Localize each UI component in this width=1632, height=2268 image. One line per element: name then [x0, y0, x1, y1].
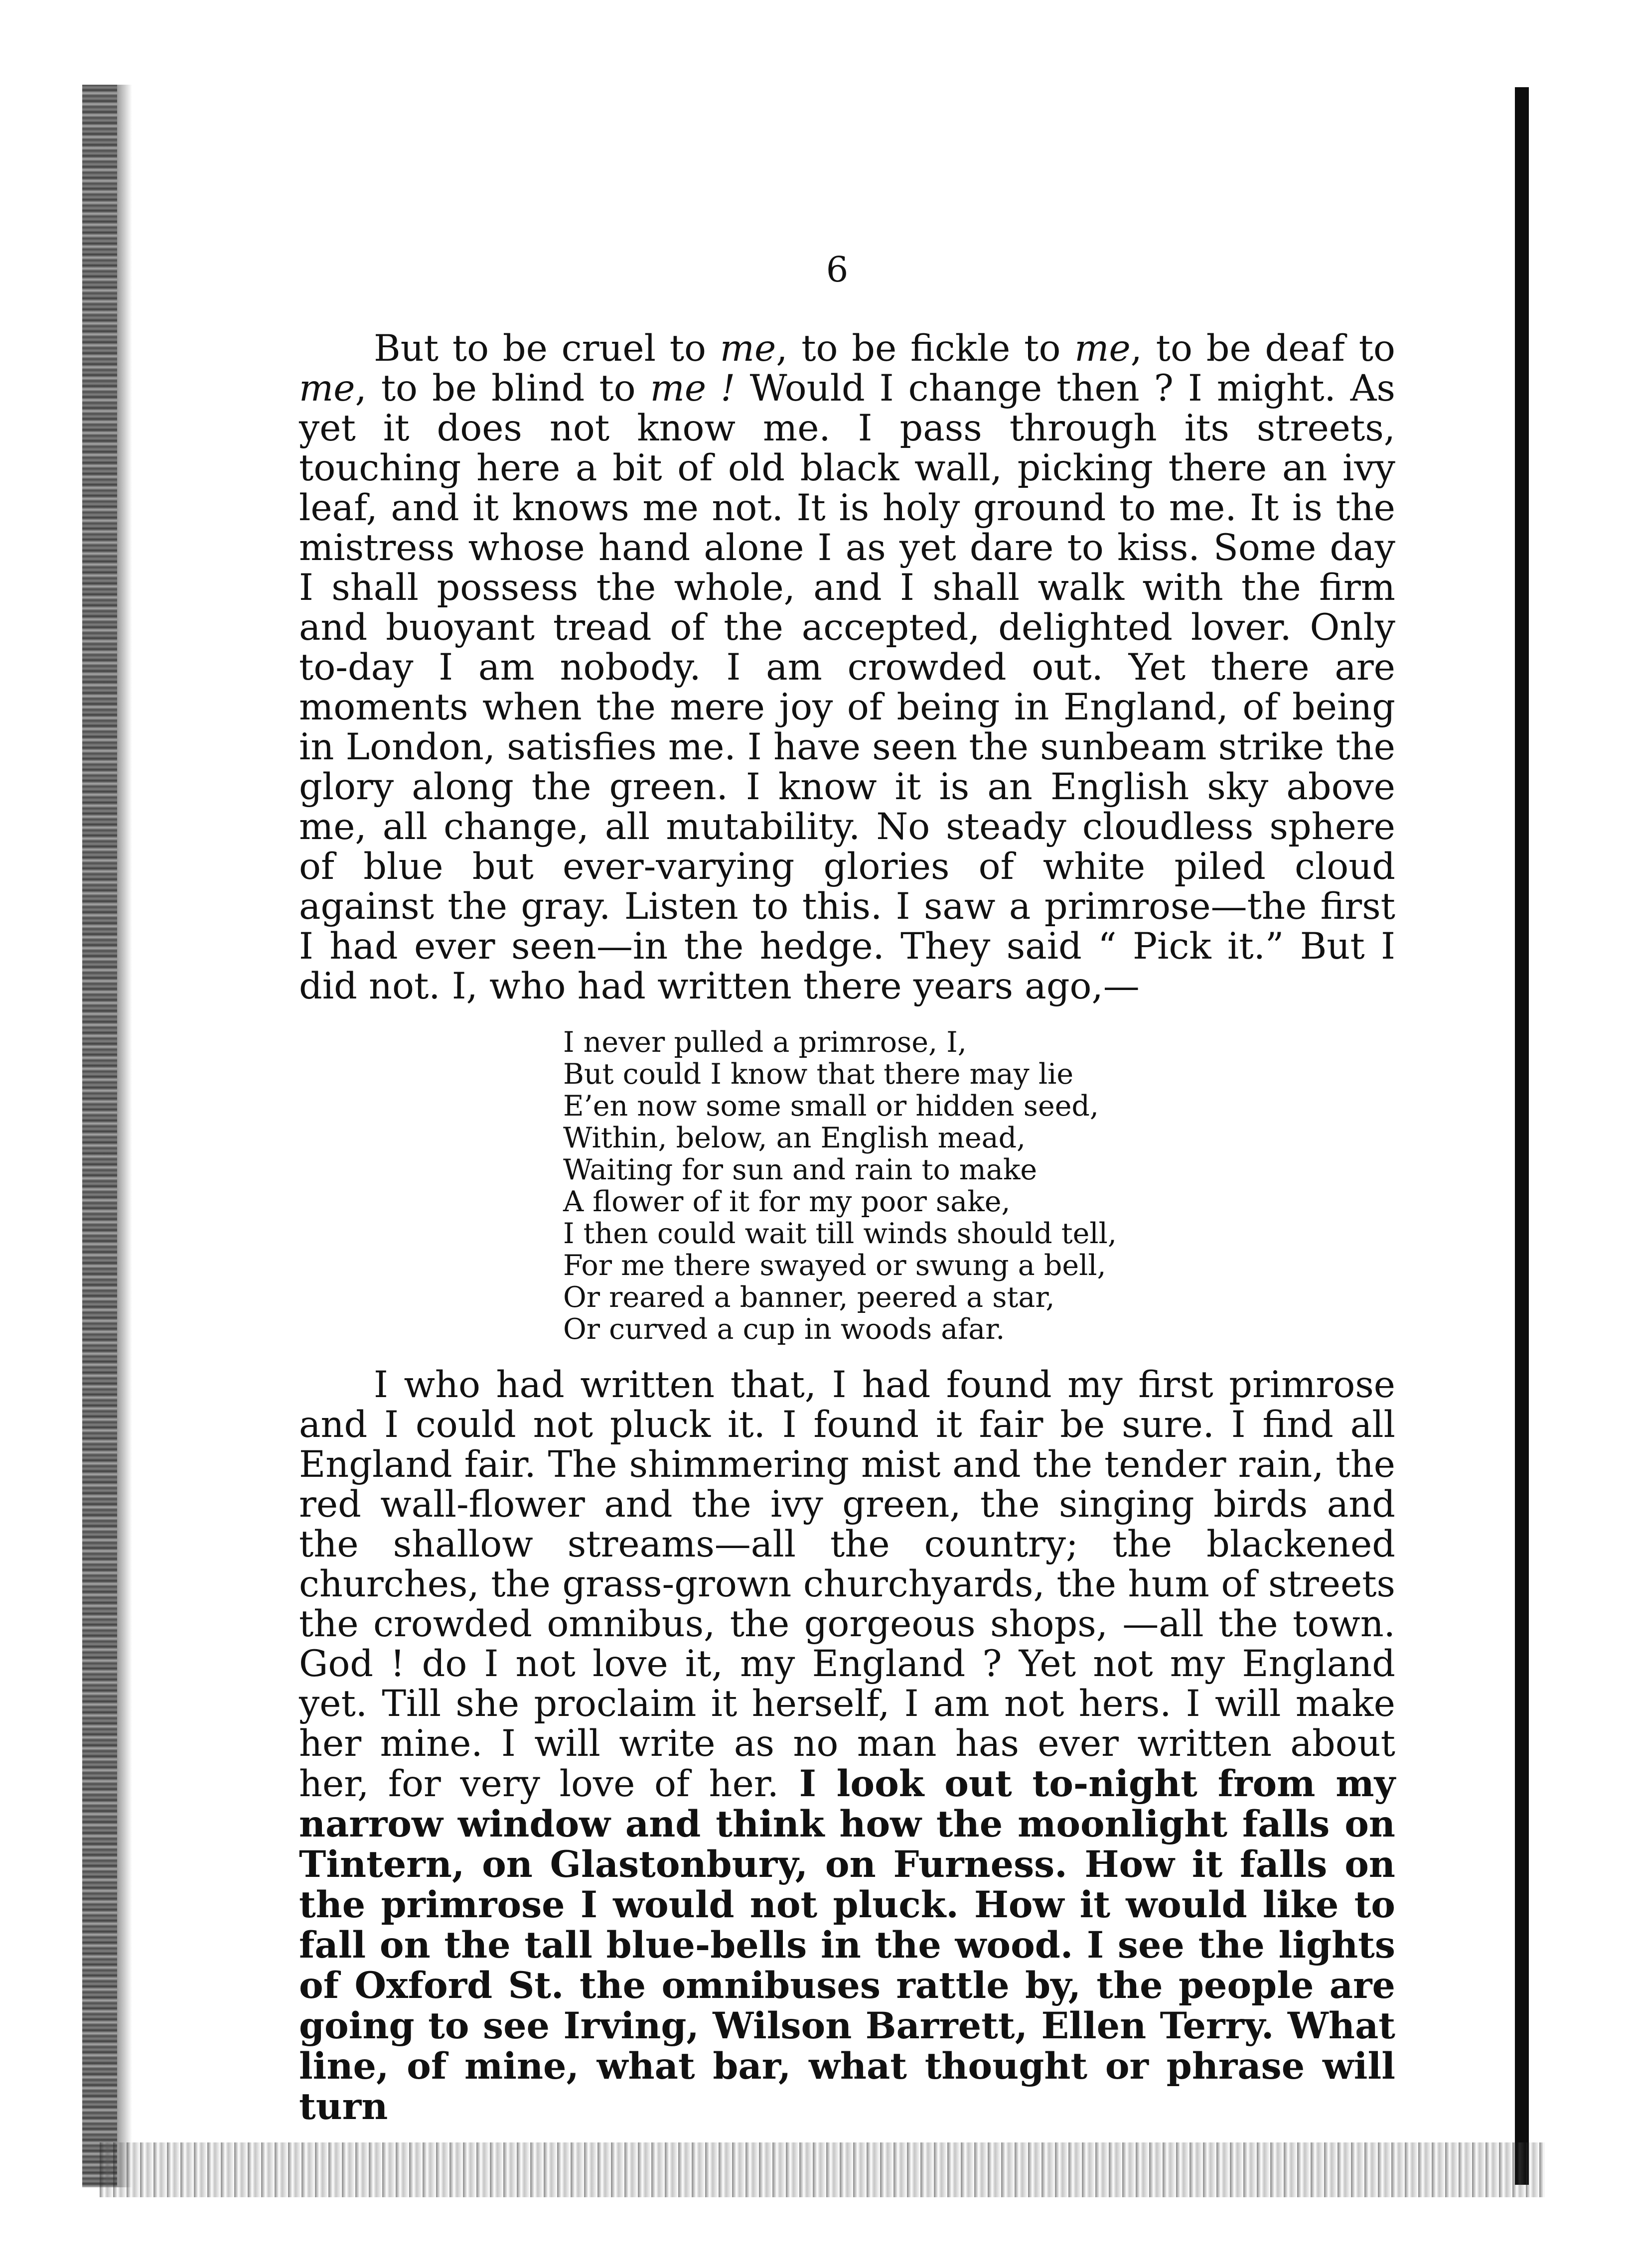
- poem-line: But could I know that there may lie: [563, 1058, 1074, 1091]
- paragraph-1-lead: But to be cruel to: [374, 327, 720, 370]
- scan-edge-bottom: [100, 2142, 1545, 2197]
- scan-edge-right: [1515, 87, 1529, 2185]
- text-column: [299, 329, 1395, 2127]
- poem-line: I never pulled a primrose, I,: [563, 1026, 967, 1059]
- poem-line: Or curved a cup in woods afar.: [563, 1313, 1005, 1346]
- poem-line: A flower of it for my poor sake,: [563, 1185, 1011, 1218]
- paragraph-2-regular: I who had written that, I had found my first primrose and I could not pluck it. I found it fair be sure. I find all England fair. The shimmering mist and the tender rain, the red wall-flower and the ivy green, the singing birds and the shallow streams—all the country; the blackened churches, the grass-grown churchyards, the hum of streets the crowded omnibus, the gorgeous shops, —all the town. God ! do I not love it, my England ? Yet not my England yet. Till she proclaim it herself, I am not hers. I will make her mine. I will write as no man has ever written about her, for very love of her.: [299, 1364, 1395, 1805]
- paragraph-2: [299, 1365, 1395, 2127]
- poem-line: Or reared a banner, peered a star,: [563, 1281, 1055, 1314]
- emphasis-me-3: me: [299, 367, 355, 410]
- poem-line: I then could wait till winds should tell,: [563, 1217, 1117, 1250]
- paragraph-1-part-4: , to be blind to: [355, 367, 650, 410]
- emphasis-me-2: me: [1074, 327, 1131, 370]
- poem-line: Within, below, an English mead,: [563, 1122, 1026, 1154]
- page-number: 6: [826, 249, 849, 290]
- paragraph-2-bold: I look out to-night from my narrow window and think how the moonlight falls on Tintern, on Glastonbury, on Furness. How it falls on the primrose I would not pluck. How it would like to fall on the tall blue-bells in the wood. I see the lights of Oxford St. the omnibuses rattle by, the people are going to see Irving, Wilson Barrett, Ellen Terry. What line, of mine, what bar, what thought or phrase will turn: [299, 1762, 1395, 2128]
- paragraph-1: [299, 329, 1395, 1006]
- poem: [563, 1026, 1395, 1345]
- scan-edge-left: [82, 85, 117, 2187]
- scan-edge-left-shadow: [117, 85, 132, 2187]
- paragraph-1-rest: Would I change then ? I might. As yet it does not know me. I pass through its streets, touching here a bit of old black wall, picking there an ivy leaf, and it knows me not. It is holy ground to me. It is the mistress whose hand alone I as yet dare to kiss. Some day I shall possess the whole, and I shall walk with the firm and buoyant tread of the accepted, delighted lover. Only to-day I am nobody. I am crowded out. Yet there are moments when the mere joy of being in England, of being in London, satisfies me. I have seen the sunbeam strike the glory along the green. I know it is an English sky above me, all change, all mutability. No steady cloudless sphere of blue but ever-varying glories of white piled cloud against the gray. Listen to this. I saw a primrose—the first I had ever seen—in the hedge. They said “ Pick it.” But I did not. I, who had written there years ago,—: [299, 367, 1395, 1007]
- emphasis-me-1: me: [720, 327, 776, 370]
- poem-line: Waiting for sun and rain to make: [563, 1153, 1038, 1186]
- emphasis-me-4: me !: [650, 367, 736, 410]
- paragraph-1-part-3: , to be deaf to: [1130, 327, 1395, 370]
- poem-line: E’en now some small or hidden seed,: [563, 1090, 1099, 1123]
- paragraph-1-part-2: , to be fickle to: [776, 327, 1075, 370]
- poem-line: For me there swayed or swung a bell,: [563, 1249, 1106, 1282]
